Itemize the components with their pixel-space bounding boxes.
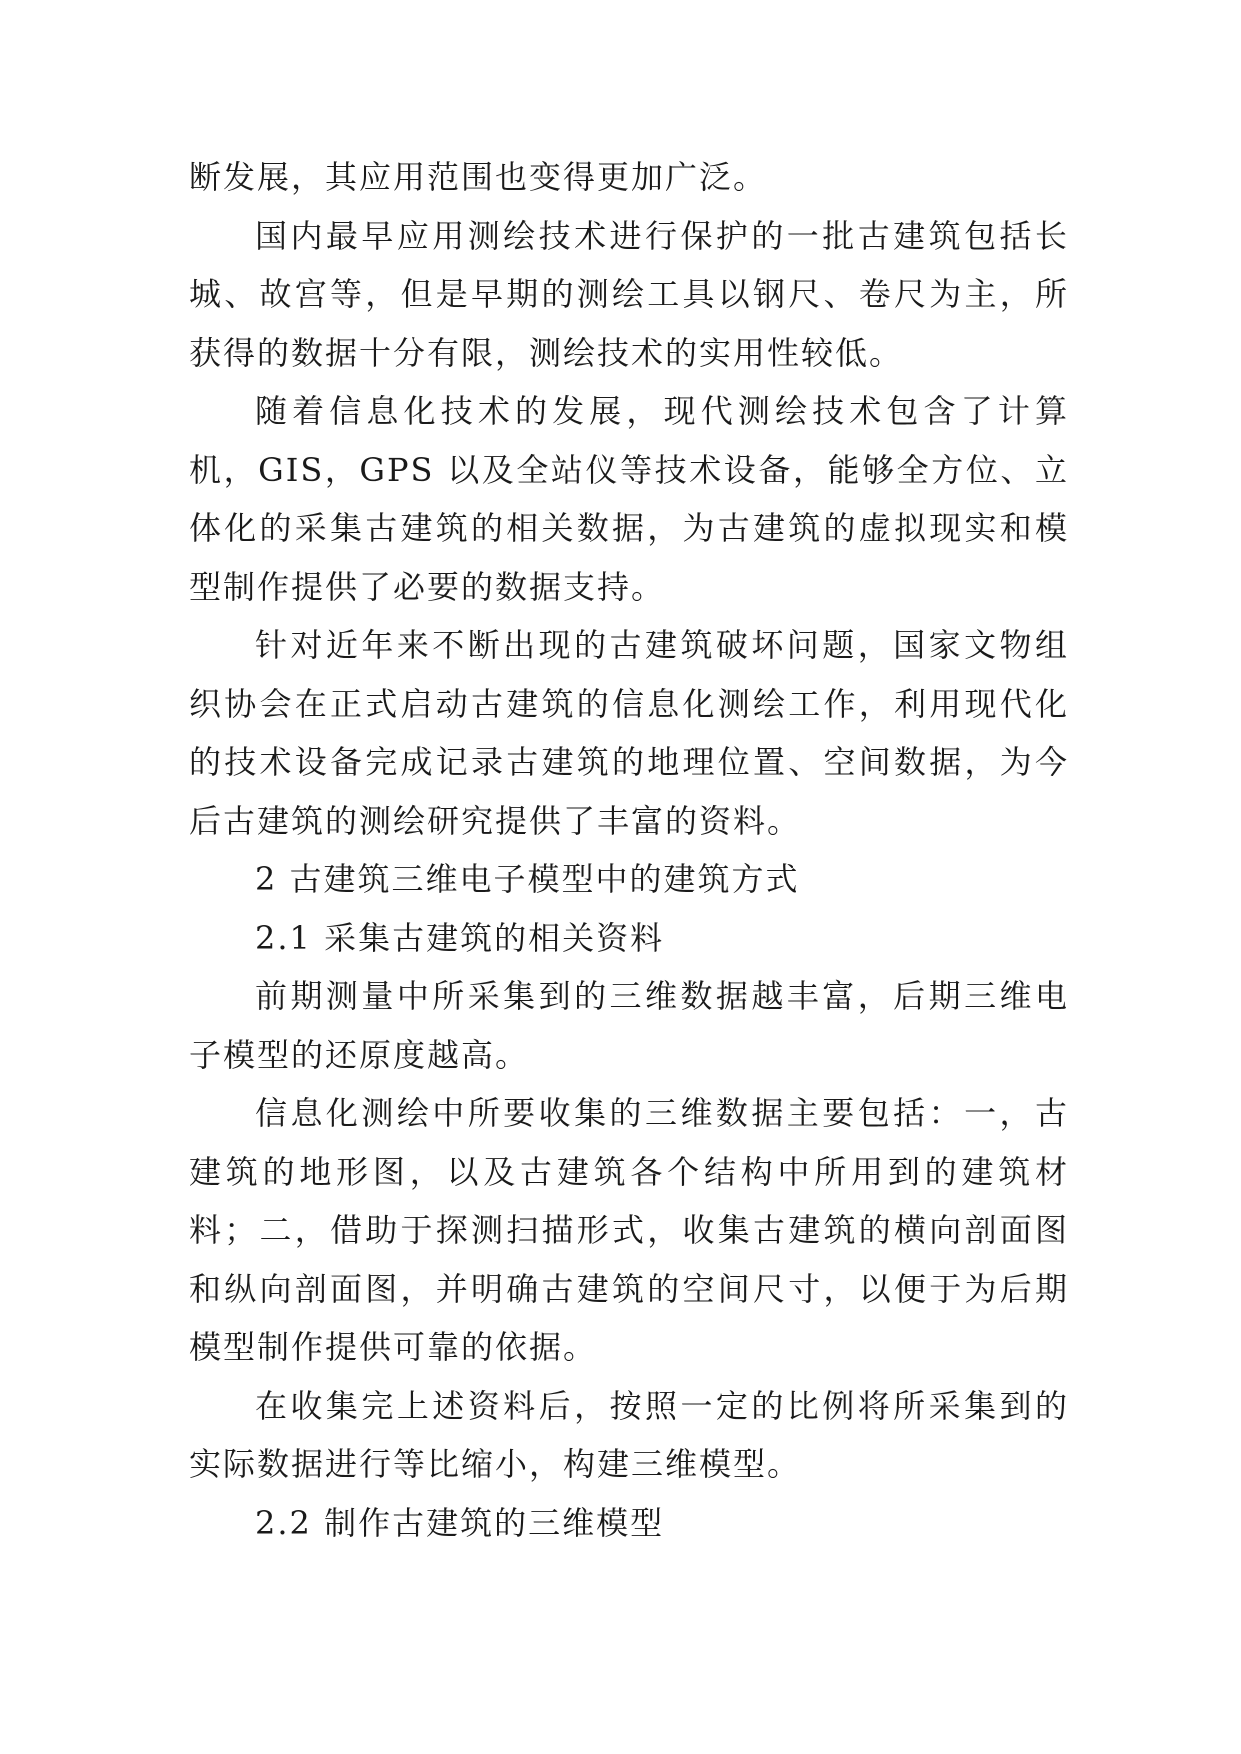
paragraph-data-collection: 信息化测绘中所要收集的三维数据主要包括：一，古建筑的地形图，以及古建筑各个结构中所用到的建筑材料；二，借助于探测扫描形式，收集古建筑的横向剖面图和纵向剖面图，并明确古建筑的空间尺寸，以便于为后期模型制作提供可靠的依据。 — [189, 1094, 1069, 1366]
paragraph-early-surveying: 国内最早应用测绘技术进行保护的一批古建筑包括长城、故宫等，但是早期的测绘工具以钢尺、卷尺为主，所获得的数据十分有限，测绘技术的实用性较低。 — [189, 216, 1069, 372]
paragraph-modern-surveying: 随着信息化技术的发展，现代测绘技术包含了计算机，GIS，GPS 以及全站仪等技术设备，能够全方位、立体化的采集古建筑的相关数据，为古建筑的虚拟现实和模型制作提供了必要的数据支持。 — [189, 392, 1069, 606]
subsection-heading-2-2: 2.2 制作古建筑的三维模型 — [255, 1503, 665, 1542]
paragraph-national-initiative: 针对近年来不断出现的古建筑破坏问题，国家文物组织协会在正式启动古建筑的信息化测绘工作，利用现代化的技术设备完成记录古建筑的地理位置、空间数据，为今后古建筑的测绘研究提供了丰富的资料。 — [189, 626, 1069, 840]
subsection-heading-2-1: 2.1 采集古建筑的相关资料 — [255, 918, 665, 957]
paragraph-data-richness: 前期测量中所采集到的三维数据越丰富，后期三维电子模型的还原度越高。 — [189, 977, 1069, 1074]
paragraph-scaling: 在收集完上述资料后，按照一定的比例将所采集到的实际数据进行等比缩小，构建三维模型。 — [189, 1386, 1069, 1483]
document-page — [189, 148, 1069, 1552]
section-heading-2: 2 古建筑三维电子模型中的建筑方式 — [255, 860, 800, 898]
paragraph-continuation: 断发展，其应用范围也变得更加广泛。 — [189, 158, 768, 196]
